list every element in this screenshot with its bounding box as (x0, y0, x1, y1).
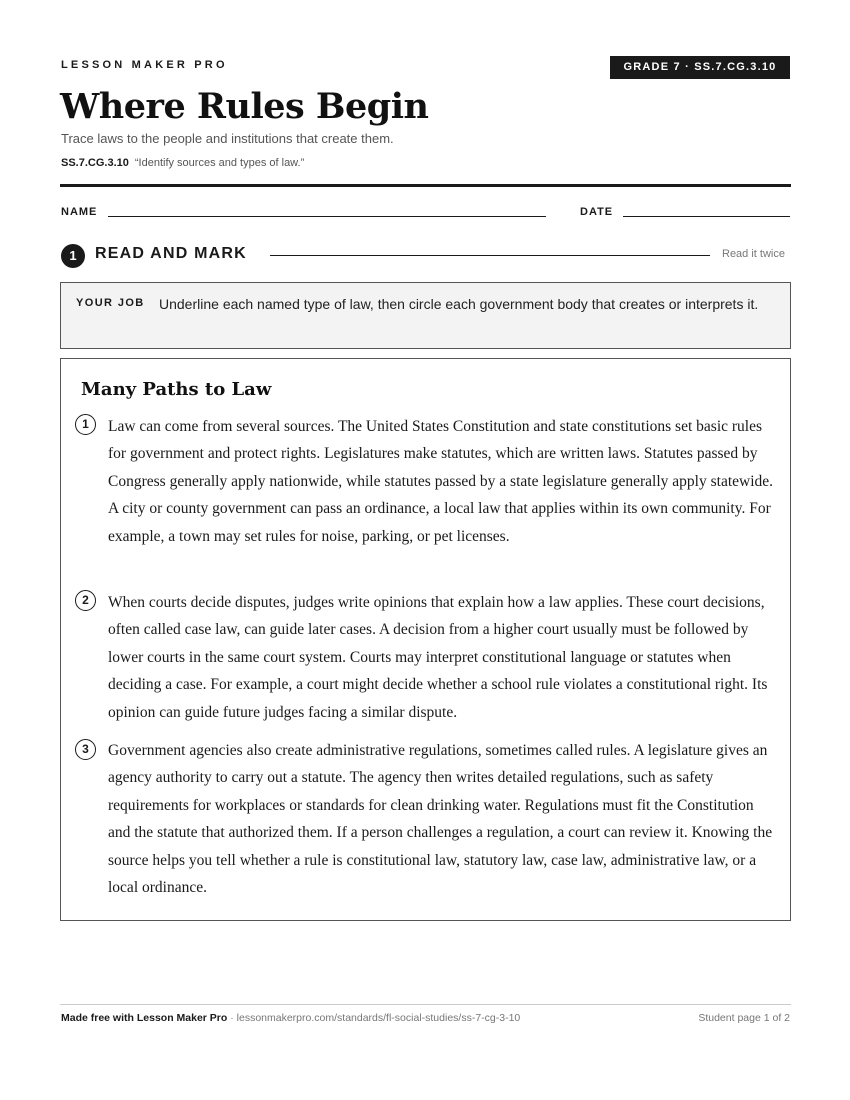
section-title: READ AND MARK (95, 245, 247, 262)
brand-name: LESSON MAKER PRO (61, 59, 228, 71)
instructions-text: Underline each named type of law, then circle each government body that creates or interprets it. (159, 296, 759, 312)
standard-line (61, 157, 304, 169)
name-field-line[interactable] (108, 216, 546, 217)
grade-badge: GRADE 7 · SS.7.CG.3.10 (610, 56, 790, 79)
section-number-badge: 1 (61, 244, 85, 268)
paragraph-number-badge: 3 (75, 739, 96, 760)
page-title: Where Rules Begin (60, 86, 429, 127)
paragraph: Government agencies also create administrative regulations, sometimes called rules. A legislature gives an agency authority to carry out a statute. The agency then writes detailed regulations, such as safety requirements for workplaces or standards for clean drinking water. Regulations must fit the Constitution and the statute that authorized them. If a person challenges a regulation, a court can review it. Knowing the source helps you tell whether a rule is constitutional law, statutory law, case law, administrative law, or a local ordinance. (108, 742, 773, 897)
date-field-line[interactable] (623, 216, 790, 217)
paragraph-number-badge: 1 (75, 414, 96, 435)
page-number: Student page 1 of 2 (698, 1012, 790, 1024)
paragraph-number-badge: 2 (75, 590, 96, 611)
name-label: NAME (61, 206, 98, 218)
footer-url[interactable]: lessonmakerpro.com/standards/fl-social-studies/ss-7-cg-3-10 (236, 1012, 521, 1024)
instructions-box (60, 282, 791, 349)
footer-divider (60, 1004, 791, 1005)
standard-text: “Identify sources and types of law.” (134, 157, 305, 169)
footer-separator: · (227, 1012, 237, 1024)
footer-made-with: Made free with Lesson Maker Pro (61, 1012, 228, 1024)
section-divider (270, 255, 710, 256)
paragraph: Law can come from several sources. The United States Constitution and state constitutions set basic rules for government and protect rights. Legislatures make statutes, which are written laws. Statutes passed by Congress generally apply nationwide, while statutes passed by a state legislature generally apply statewide. A city or county government can pass an ordinance, a local law that applies within its own community. For example, a town may set rules for noise, parking, or pet licenses. (108, 418, 774, 545)
reading-passage (60, 358, 791, 921)
footer-credit (61, 1012, 520, 1024)
header-divider (60, 184, 791, 187)
date-label: DATE (580, 206, 614, 218)
standard-code: SS.7.CG.3.10 (61, 157, 129, 169)
page-subtitle: Trace laws to the people and institutions that create them. (61, 131, 394, 146)
instructions-label: YOUR JOB (76, 297, 145, 309)
section-note: Read it twice (722, 248, 785, 260)
paragraph: When courts decide disputes, judges write opinions that explain how a law applies. These court decisions, often called case law, can guide later cases. A decision from a higher court usually must be followed by lower courts in the same court system. Courts may interpret constitutional language or statutes when deciding a case. For example, a court might decide whether a school rule violates a constitutional right. Its opinion can guide future judges facing a similar dispute. (108, 594, 768, 721)
reading-title: Many Paths to Law (81, 379, 272, 400)
